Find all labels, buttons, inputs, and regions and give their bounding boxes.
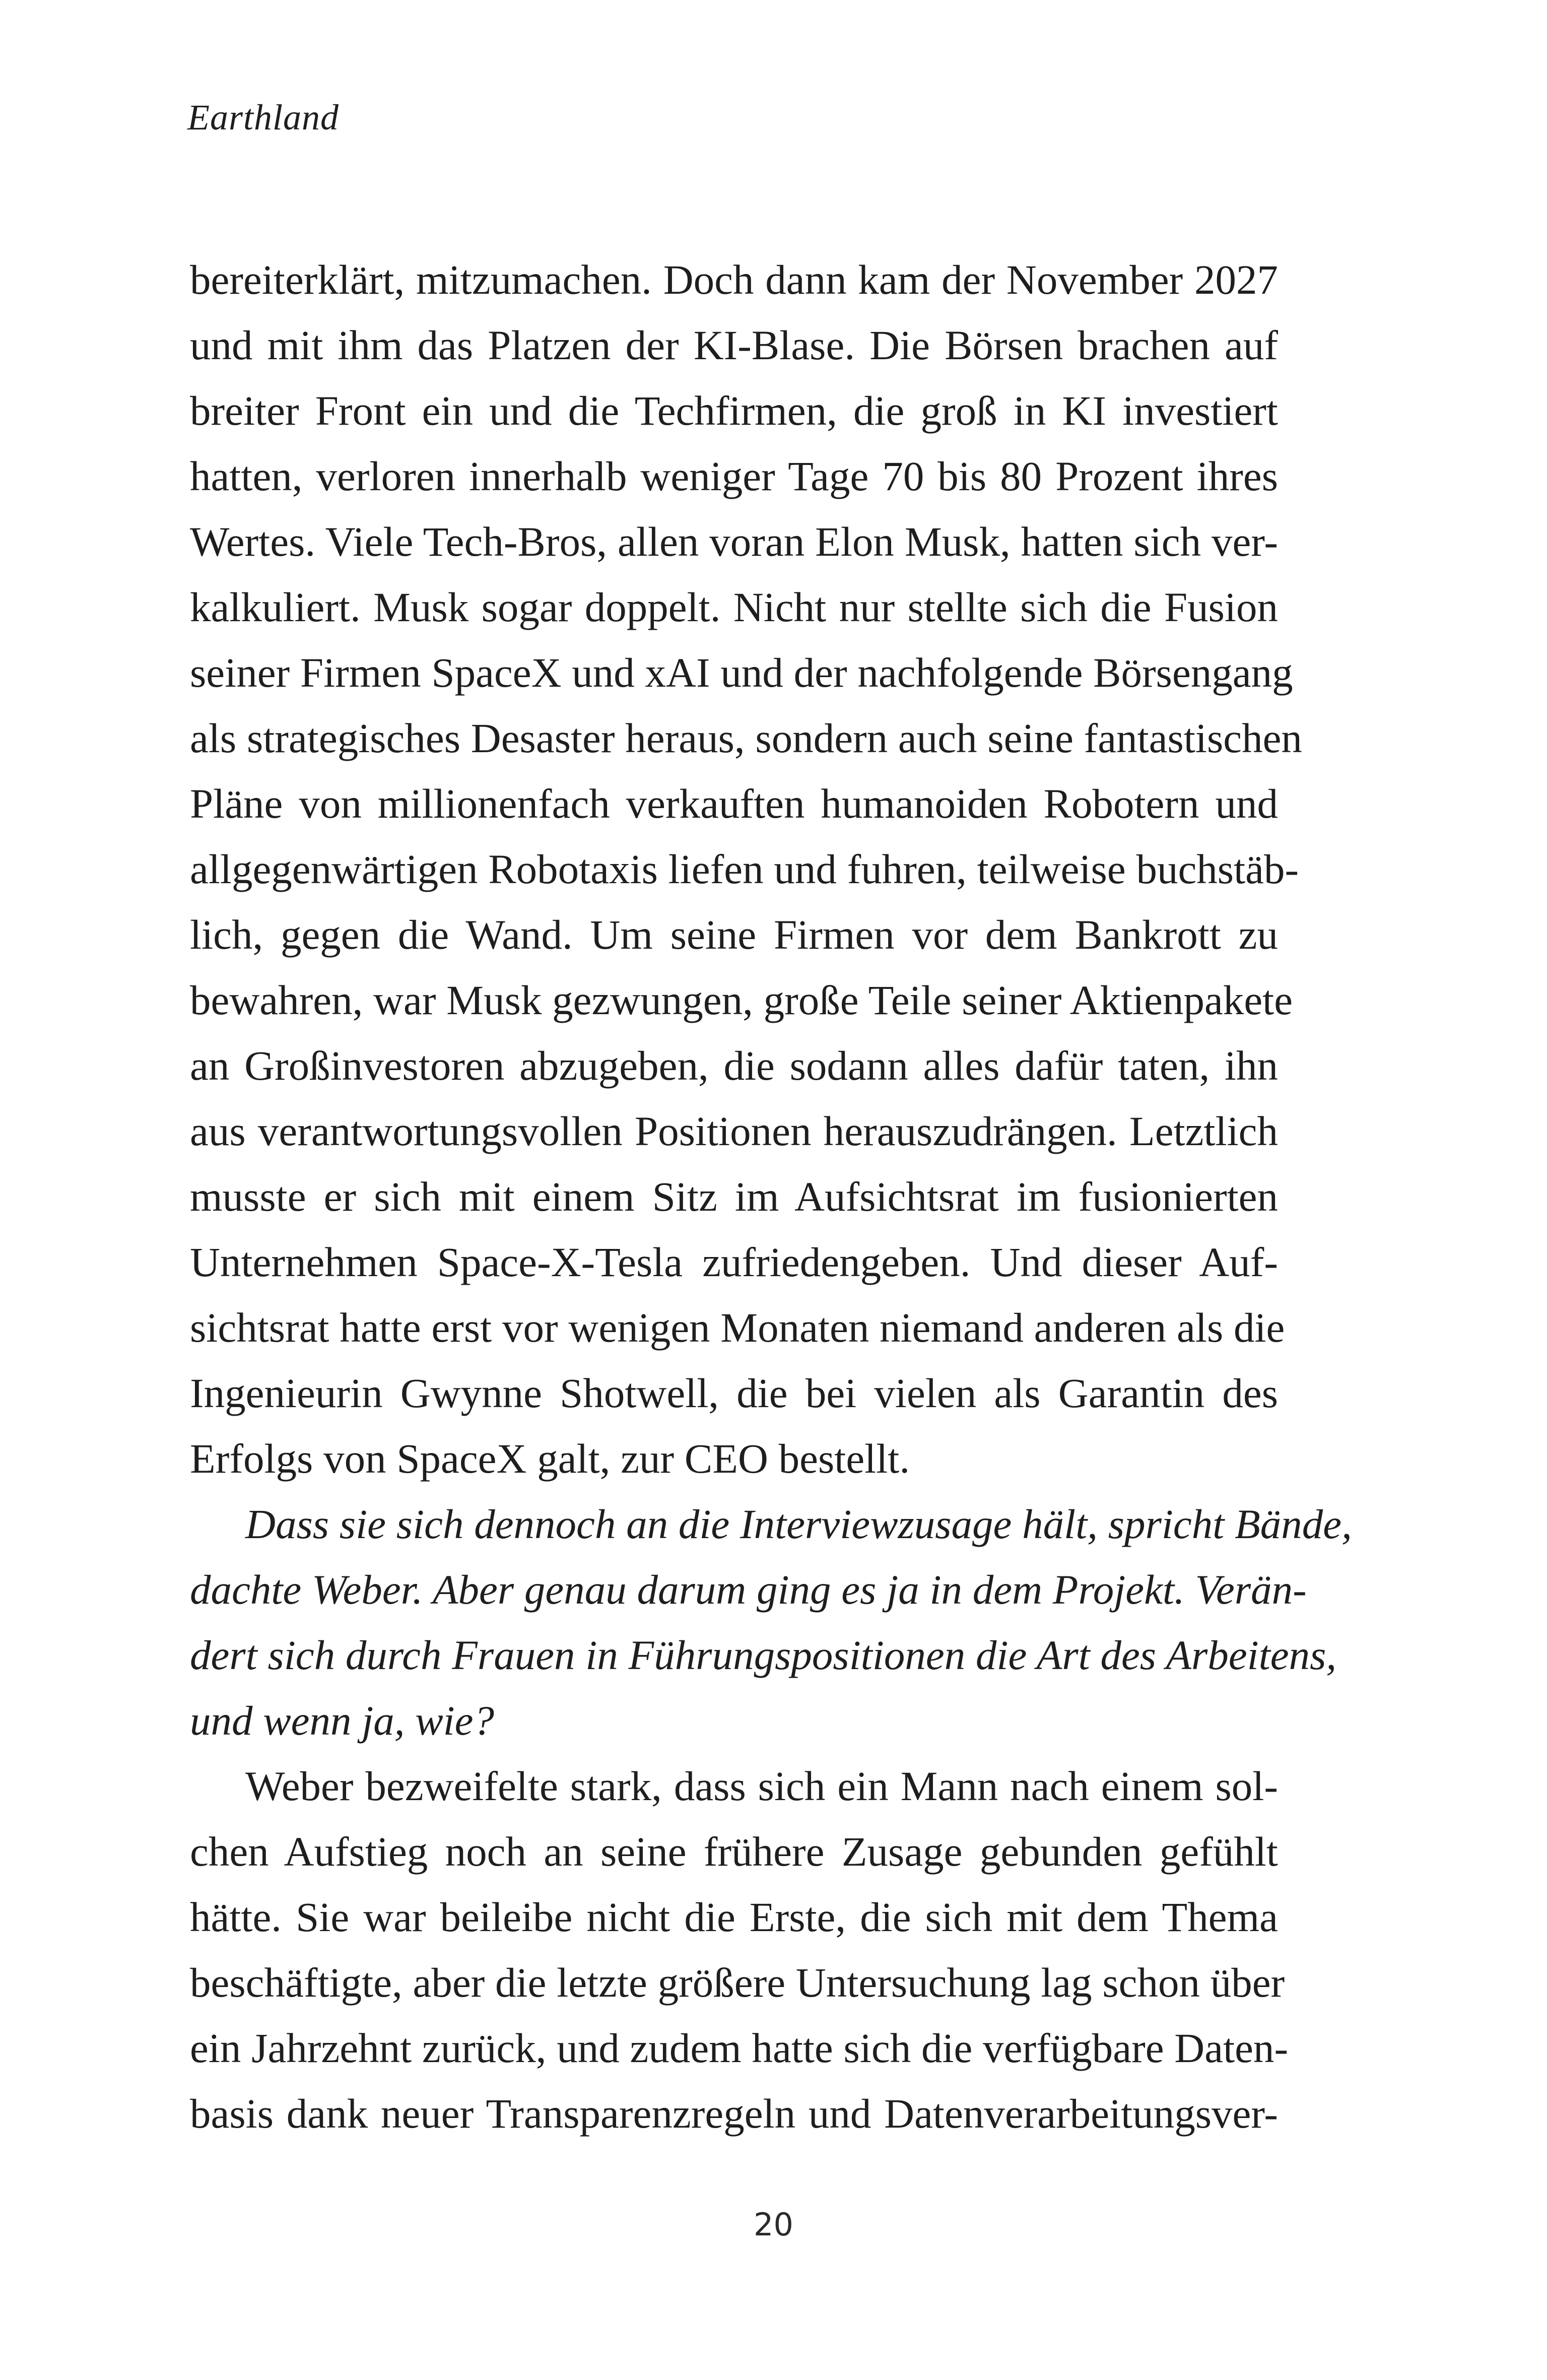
text-line: und mit ihm das Platzen der KI-Blase. Die Börsen brachen auf [190,322,1278,368]
text-line: Dass sie sich dennoch an die Interviewzusage hält, spricht Bände, [245,1501,1352,1547]
text-line: chen Aufstieg noch an seine frühere Zusage gebunden gefühlt [190,1828,1278,1875]
text-line: seiner Firmen SpaceX und xAI und der nachfolgende Börsengang [190,649,1293,696]
text-line: dachte Weber. Aber genau darum ging es ja in dem Projekt. Verän- [190,1566,1307,1613]
page-number: 20 [754,2206,793,2243]
text-line: beschäftigte, aber die letzte größere Untersuchung lag schon über [190,1959,1285,2006]
text-line: ein Jahrzehnt zurück, und zudem hatte sich die verfügbare Daten- [190,2025,1289,2071]
paragraph [190,1753,1289,2146]
text-line: bewahren, war Musk gezwungen, große Teile seiner Aktienpakete [190,977,1293,1023]
text-line: musste er sich mit einem Sitz im Aufsichtsrat im fusionierten [190,1173,1278,1220]
text-line: und wenn ja, wie? [190,1697,495,1744]
text-line: Erfolgs von SpaceX galt, zur CEO bestellt. [190,1435,910,1482]
text-line: Pläne von millionenfach verkauften humanoiden Robotern und [190,780,1278,827]
text-line: Wertes. Viele Tech-Bros, allen voran Elon Musk, hatten sich ver- [190,518,1278,565]
body-text [190,247,1352,2146]
paragraph-italic [190,1491,1352,1753]
text-line: hätte. Sie war beileibe nicht die Erste, die sich mit dem Thema [190,1894,1278,1940]
text-line: Weber bezweifelte stark, dass sich ein Mann nach einem sol- [245,1763,1278,1809]
text-line: dert sich durch Frauen in Führungspositionen die Art des Arbeitens, [190,1632,1337,1678]
text-line: hatten, verloren innerhalb weniger Tage 70 bis 80 Prozent ihres [190,453,1278,499]
text-line: lich, gegen die Wand. Um seine Firmen vor dem Bankrott zu [190,911,1278,958]
text-line: kalkuliert. Musk sogar doppelt. Nicht nur stellte sich die Fusion [190,584,1278,630]
text-line: als strategisches Desaster heraus, sondern auch seine fantastischen [190,715,1302,761]
running-head: Earthland [187,97,340,138]
text-line: bereiterklärt, mitzumachen. Doch dann kam der November 2027 [190,256,1278,303]
text-line: Unternehmen Space-X-Tesla zufriedengeben. Und dieser Auf- [190,1239,1278,1285]
text-line: Ingenieurin Gwynne Shotwell, die bei vielen als Garantin des [190,1370,1278,1416]
paragraph [190,247,1302,1491]
text-line: breiter Front ein und die Techfirmen, die groß in KI investiert [190,387,1278,434]
text-line: an Großinvestoren abzugeben, die sodann alles dafür taten, ihn [190,1042,1278,1089]
text-line: basis dank neuer Transparenzregeln und Datenverarbeitungsver- [190,2090,1278,2137]
text-line: aus verantwortungsvollen Positionen herauszudrängen. Letztlich [190,1108,1278,1154]
text-line: allgegenwärtigen Robotaxis liefen und fuhren, teilweise buchstäb- [190,846,1299,892]
text-line: sichtsrat hatte erst vor wenigen Monaten niemand anderen als die [190,1304,1285,1351]
